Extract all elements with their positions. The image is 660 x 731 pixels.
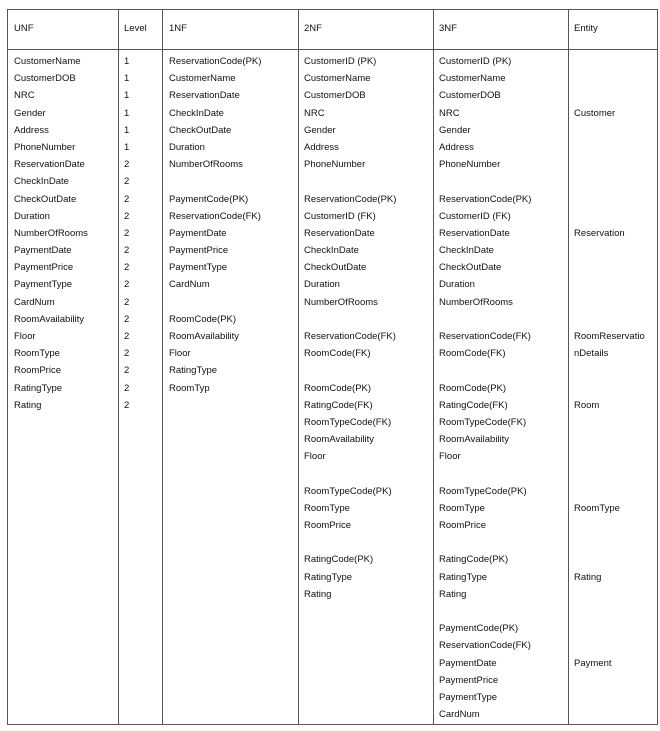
nf3-cell: Gender xyxy=(439,124,471,136)
entity-cell xyxy=(574,156,645,173)
nf3-cell: RoomAvailability xyxy=(439,434,510,446)
nf2-cell: RoomPrice xyxy=(304,520,351,532)
unf-cell: Rating xyxy=(14,399,42,411)
nf2-cell: RoomAvailability xyxy=(304,434,375,446)
entity-cell xyxy=(574,637,645,654)
entity-cell xyxy=(574,534,645,551)
entity-cell xyxy=(574,586,645,603)
entity-cell xyxy=(574,53,645,70)
unf-cell: PaymentType xyxy=(14,279,73,291)
entity-cell xyxy=(574,620,645,637)
header-3nf: 3NF xyxy=(439,23,457,34)
nf2-cell: RoomCode(FK) xyxy=(304,348,371,360)
nf3-cell: ReservationCode(FK) xyxy=(439,640,531,652)
level-cell: 1 xyxy=(124,124,130,136)
unf-cell: ReservationDate xyxy=(14,159,85,171)
level-cell: 1 xyxy=(124,56,130,67)
entity-cell xyxy=(574,431,645,448)
nf3-cell: Address xyxy=(439,141,474,153)
level-cell: 2 xyxy=(124,382,130,394)
nf2-cell xyxy=(304,362,396,379)
entity-cell xyxy=(574,208,645,225)
entity-cell xyxy=(574,139,645,156)
entity-cell xyxy=(574,259,645,276)
level-column xyxy=(124,53,129,414)
nf3-cell: RatingCode(FK) xyxy=(439,399,508,411)
col-divider xyxy=(568,10,569,724)
nf1-cell xyxy=(169,294,261,311)
level-cell: 2 xyxy=(124,210,130,222)
entity-cell xyxy=(574,380,645,397)
nf3-cell xyxy=(439,362,531,379)
nf3-cell: RoomTypeCode(PK) xyxy=(439,485,527,497)
nf2-cell xyxy=(304,173,396,190)
nf3-cell: ReservationCode(FK) xyxy=(439,331,531,342)
unf-cell: PaymentDate xyxy=(14,245,72,257)
level-cell: 2 xyxy=(124,296,130,308)
unf-cell: RoomPrice xyxy=(14,365,61,377)
unf-cell: Duration xyxy=(14,210,50,222)
nf1-cell xyxy=(169,173,261,190)
header-entity: Entity xyxy=(574,23,598,34)
nf2-cell xyxy=(304,534,396,551)
nf3-cell: ReservationCode(PK) xyxy=(439,193,532,205)
nf1-cell: ReservationDate xyxy=(169,90,240,102)
entity-cell xyxy=(574,191,645,208)
level-cell: 2 xyxy=(124,279,130,291)
nf1-cell: RoomTyp xyxy=(169,382,210,394)
nf1-cell: RoomCode(PK) xyxy=(169,313,237,325)
unf-cell: NumberOfRooms xyxy=(14,227,88,239)
unf-cell: CheckOutDate xyxy=(14,193,77,205)
level-cell: 2 xyxy=(124,348,130,360)
nf3-cell xyxy=(439,603,531,620)
entity-cell: Room xyxy=(574,399,600,411)
entity-cell xyxy=(574,311,645,328)
nf2-cell: RoomTypeCode(PK) xyxy=(304,485,392,497)
entity-cell: RoomType xyxy=(574,502,620,514)
nf3-cell: RatingCode(PK) xyxy=(439,554,509,566)
nf2-cell: Rating xyxy=(304,588,332,600)
nf3-cell xyxy=(439,173,531,190)
entity-cell xyxy=(574,603,645,620)
entity-cell xyxy=(574,483,645,500)
entity-cell xyxy=(574,87,645,104)
nf3-cell: CustomerID (PK) xyxy=(439,56,512,67)
level-cell: 1 xyxy=(124,73,130,85)
level-cell: 1 xyxy=(124,90,130,102)
nf3-cell xyxy=(439,311,531,328)
nf2-cell: CustomerID (FK) xyxy=(304,210,376,222)
nf2-cell: RatingType xyxy=(304,571,353,583)
nf3-cell: PaymentPrice xyxy=(439,674,499,686)
unf-cell: RoomType xyxy=(14,348,60,360)
nf2-cell: Gender xyxy=(304,124,336,136)
unf-cell: CustomerName xyxy=(14,56,81,67)
level-cell: 2 xyxy=(124,245,130,257)
nf1-cell: Duration xyxy=(169,141,205,153)
nf3-cell: Duration xyxy=(439,279,475,291)
nf2-cell: CustomerID (PK) xyxy=(304,56,377,67)
entity-cell xyxy=(574,276,645,293)
nf3-cell: RoomTypeCode(FK) xyxy=(439,416,527,428)
entity-cell: Reservation xyxy=(574,227,625,239)
level-cell: 1 xyxy=(124,107,130,119)
nf2-cell: CustomerDOB xyxy=(304,90,366,102)
nf2-cell xyxy=(304,466,396,483)
nf2-cell: RatingCode(PK) xyxy=(304,554,374,566)
entity-cell xyxy=(574,294,645,311)
header-1nf: 1NF xyxy=(169,23,187,34)
level-cell: 2 xyxy=(124,159,130,171)
nf3-cell: CheckOutDate xyxy=(439,262,502,274)
nf1-column xyxy=(169,53,261,397)
nf3-cell: ReservationDate xyxy=(439,227,510,239)
level-cell: 2 xyxy=(124,227,130,239)
nf2-cell xyxy=(304,311,396,328)
header-level: Level xyxy=(124,23,147,34)
level-cell: 2 xyxy=(124,262,130,274)
nf1-cell: CardNum xyxy=(169,279,210,291)
unf-cell: CustomerDOB xyxy=(14,73,76,85)
nf3-cell: CheckInDate xyxy=(439,245,494,257)
nf2-cell: Address xyxy=(304,141,339,153)
entity-cell xyxy=(574,362,645,379)
nf3-cell: RoomCode(FK) xyxy=(439,348,506,360)
unf-cell: Floor xyxy=(14,331,36,342)
nf2-cell: NumberOfRooms xyxy=(304,296,378,308)
level-cell: 2 xyxy=(124,331,130,342)
nf3-cell: RoomCode(PK) xyxy=(439,382,507,394)
nf1-cell: RatingType xyxy=(169,365,218,377)
unf-column xyxy=(14,53,88,414)
nf3-cell: CustomerDOB xyxy=(439,90,501,102)
nf2-cell: CustomerName xyxy=(304,73,371,85)
nf3-cell: CustomerName xyxy=(439,73,506,85)
unf-cell: RoomAvailability xyxy=(14,313,85,325)
entity-cell xyxy=(574,466,645,483)
nf2-cell: RoomTypeCode(FK) xyxy=(304,416,392,428)
unf-cell: PhoneNumber xyxy=(14,141,76,153)
nf3-cell: RoomType xyxy=(439,502,485,514)
nf3-cell: PhoneNumber xyxy=(439,159,501,171)
unf-cell: Gender xyxy=(14,107,46,119)
unf-cell: PaymentPrice xyxy=(14,262,74,274)
entity-column xyxy=(574,53,645,672)
normalization-table xyxy=(7,9,658,725)
entity-cell: nDetails xyxy=(574,348,609,360)
nf3-cell: NumberOfRooms xyxy=(439,296,513,308)
nf2-cell: Duration xyxy=(304,279,340,291)
nf3-cell: Floor xyxy=(439,451,461,463)
nf2-cell: RoomCode(PK) xyxy=(304,382,372,394)
header-2nf: 2NF xyxy=(304,23,322,34)
nf2-cell: CheckInDate xyxy=(304,245,359,257)
nf3-cell xyxy=(439,534,531,551)
nf1-cell: ReservationCode(PK) xyxy=(169,56,262,67)
nf3-cell: PaymentCode(PK) xyxy=(439,623,519,635)
col-divider xyxy=(118,10,119,724)
nf3-cell: RoomPrice xyxy=(439,520,486,532)
unf-cell: CardNum xyxy=(14,296,55,308)
entity-cell xyxy=(574,414,645,431)
nf3-cell: CustomerID (FK) xyxy=(439,210,511,222)
nf1-cell: RoomAvailability xyxy=(169,331,240,342)
nf2-cell: ReservationDate xyxy=(304,227,375,239)
nf1-cell: PaymentPrice xyxy=(169,245,229,257)
nf1-cell: PaymentCode(PK) xyxy=(169,193,249,205)
nf2-cell: PhoneNumber xyxy=(304,159,366,171)
nf3-cell: CardNum xyxy=(439,709,480,721)
entity-cell xyxy=(574,448,645,465)
entity-cell xyxy=(574,242,645,259)
nf3-cell: Rating xyxy=(439,588,467,600)
nf3-cell: PaymentType xyxy=(439,691,498,703)
entity-cell xyxy=(574,551,645,568)
unf-cell: RatingType xyxy=(14,382,63,394)
entity-cell: RoomReservatio xyxy=(574,331,645,342)
nf2-cell: Floor xyxy=(304,451,326,463)
entity-cell xyxy=(574,173,645,190)
nf2-column xyxy=(304,53,396,603)
col-divider xyxy=(433,10,434,724)
nf3-cell: PaymentDate xyxy=(439,657,497,669)
entity-cell: Customer xyxy=(574,107,616,119)
level-cell: 2 xyxy=(124,176,130,188)
unf-cell: Address xyxy=(14,124,49,136)
nf2-cell: NRC xyxy=(304,107,325,119)
entity-cell: Payment xyxy=(574,657,612,669)
nf1-cell: PaymentType xyxy=(169,262,228,274)
nf2-cell: RoomType xyxy=(304,502,350,514)
level-cell: 2 xyxy=(124,365,130,377)
nf1-cell: NumberOfRooms xyxy=(169,159,243,171)
col-divider xyxy=(162,10,163,724)
nf1-cell: CheckInDate xyxy=(169,107,224,119)
nf3-column xyxy=(439,53,531,723)
nf1-cell: CustomerName xyxy=(169,73,236,85)
nf3-cell: NRC xyxy=(439,107,460,119)
header-divider xyxy=(8,49,657,50)
level-cell: 2 xyxy=(124,399,130,411)
col-divider xyxy=(298,10,299,724)
nf1-cell: ReservationCode(FK) xyxy=(169,210,261,222)
nf1-cell: CheckOutDate xyxy=(169,124,232,136)
nf3-cell xyxy=(439,466,531,483)
nf3-cell: RatingType xyxy=(439,571,488,583)
nf1-cell: Floor xyxy=(169,348,191,360)
entity-cell: Rating xyxy=(574,571,602,583)
entity-cell xyxy=(574,122,645,139)
nf2-cell: ReservationCode(FK) xyxy=(304,331,396,342)
nf2-cell: RatingCode(FK) xyxy=(304,399,373,411)
unf-cell: NRC xyxy=(14,90,35,102)
entity-cell xyxy=(574,517,645,534)
nf2-cell: CheckOutDate xyxy=(304,262,367,274)
nf1-cell: PaymentDate xyxy=(169,227,227,239)
unf-cell: CheckInDate xyxy=(14,176,69,188)
header-unf: UNF xyxy=(14,23,34,34)
level-cell: 2 xyxy=(124,313,130,325)
level-cell: 1 xyxy=(124,141,130,153)
nf2-cell: ReservationCode(PK) xyxy=(304,193,397,205)
entity-cell xyxy=(574,70,645,87)
level-cell: 2 xyxy=(124,193,130,205)
